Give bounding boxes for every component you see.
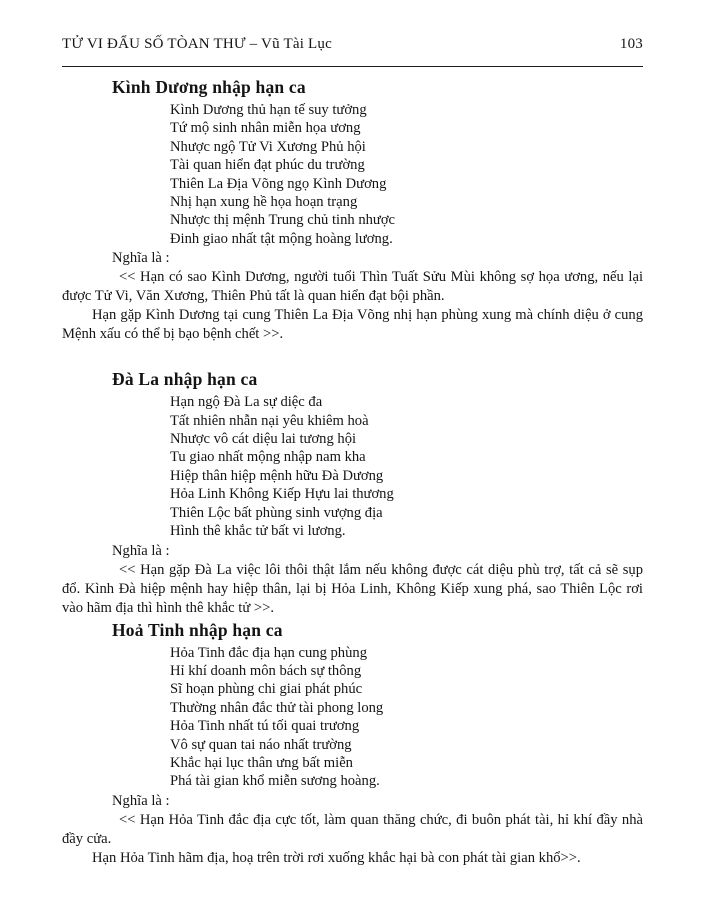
- paragraph: << Hạn có sao Kình Dương, người tuổi Thìn Tuất Sửu Mùi không sợ họa ương, nếu lại được Tử Vi, Văn Xương, Thiên Phủ tất là quan hiển đạt bội phần.: [62, 269, 643, 305]
- meaning-paragraphs: [62, 268, 643, 344]
- verse-line: Hỏa Tinh nhất tú tối quai trương: [170, 718, 360, 735]
- song-section: [62, 369, 643, 617]
- verse-line: Nhược thị mệnh Trung chủ tinh nhược: [170, 212, 396, 229]
- meaning-paragraphs: [62, 561, 643, 618]
- verse-line: Hỏa Linh Không Kiếp Hựu lai thương: [170, 486, 394, 503]
- verse-line: Hỏa Tinh đắc địa hạn cung phùng: [170, 644, 367, 661]
- song-section: [62, 77, 643, 344]
- verse-line: Thiên La Địa Võng ngọ Kình Dương: [170, 175, 387, 192]
- verse-line: Hạn ngộ Đà La sự diệc đa: [170, 394, 323, 411]
- meaning-paragraphs: [62, 811, 643, 868]
- section-heading: Đà La nhập hạn ca: [112, 369, 258, 390]
- page-number: 103: [619, 36, 643, 52]
- meaning-label: Nghĩa là :: [112, 792, 170, 809]
- verse-line: Đinh giao nhất tật mộng hoàng lương.: [170, 230, 393, 247]
- verse-line: Tứ mộ sinh nhân miễn họa ương: [170, 120, 361, 137]
- book-title: TỬ VI ĐẨU SỐ TÒAN THƯ – Vũ Tài Lục: [62, 36, 332, 52]
- verse-line: Vô sự quan tai náo nhất trường: [170, 736, 352, 753]
- verse-line: Tất nhiên nhẫn nại yêu khiêm hoà: [170, 412, 369, 429]
- verse-line: Tài quan hiển đạt phúc du trường: [170, 157, 365, 174]
- verse-line: Hình thê khắc tử bất vi lương.: [170, 523, 346, 540]
- paragraph: Hạn Hỏa Tinh hãm địa, hoạ trên trời rơi xuống khắc hại bà con phát tài gian khổ>>.: [92, 849, 581, 866]
- song-section: [62, 620, 643, 868]
- verse-line: Thiên Lộc bất phùng sinh vượng địa: [170, 504, 383, 521]
- verse-line: Khắc hại lục thân ưng bất miễn: [170, 754, 353, 771]
- verse-line: Phá tài gian khổ miễn sương hoàng.: [170, 773, 380, 790]
- verse-line: Nhược ngộ Tử Vi Xương Phủ hội: [170, 138, 366, 155]
- section-heading: Hoả Tinh nhập hạn ca: [112, 619, 283, 640]
- verse-block: [170, 644, 643, 791]
- paragraph: << Hạn gặp Đà La việc lôi thôi thật lắm nếu không được cát diệu phù trợ, tất cả sẽ sụp đổ. Kình Đà hiệp mệnh hay hiệp thân, lại bị Hỏa Linh, Không Kiếp xung phá, sao Thiên Lộc rơi vào hãm địa thì hình thê khắc tử >>.: [62, 561, 643, 616]
- verse-line: Nhược vô cát diệu lai tương hội: [170, 431, 357, 448]
- verse-block: [170, 393, 643, 540]
- verse-line: Hiệp thân hiệp mệnh hữu Đà Dương: [170, 467, 384, 484]
- page-header: [62, 36, 643, 66]
- meaning-label: Nghĩa là :: [112, 250, 170, 267]
- section-heading: Kình Dương nhập hạn ca: [112, 77, 306, 97]
- verse-line: Kình Dương thủ hạn tế suy tưởng: [170, 102, 367, 118]
- verse-line: Hỉ khí doanh môn bách sự thông: [170, 662, 362, 679]
- verse-line: Sĩ hoạn phùng chi giai phát phúc: [170, 681, 363, 698]
- sections: [62, 77, 643, 868]
- verse-block: [170, 101, 643, 248]
- verse-line: Tu giao nhất mộng nhập nam kha: [170, 449, 366, 466]
- verse-line: Thường nhân đắc thử tài phong long: [170, 699, 384, 716]
- header-rule: [62, 66, 643, 67]
- verse-line: Nhị hạn xung hề họa hoạn trạng: [170, 194, 358, 211]
- paragraph: << Hạn Hỏa Tinh đắc địa cực tốt, làm quan thăng chức, đi buôn phát tài, hỉ khí đầy nhà đầy cửa.: [62, 811, 643, 847]
- paragraph: Hạn gặp Kình Dương tại cung Thiên La Địa Võng nhị hạn phùng xung mà chính diệu ở cung Mệnh xấu có thể bị bạo bệnh chết >>.: [62, 307, 643, 343]
- meaning-label: Nghĩa là :: [112, 542, 170, 559]
